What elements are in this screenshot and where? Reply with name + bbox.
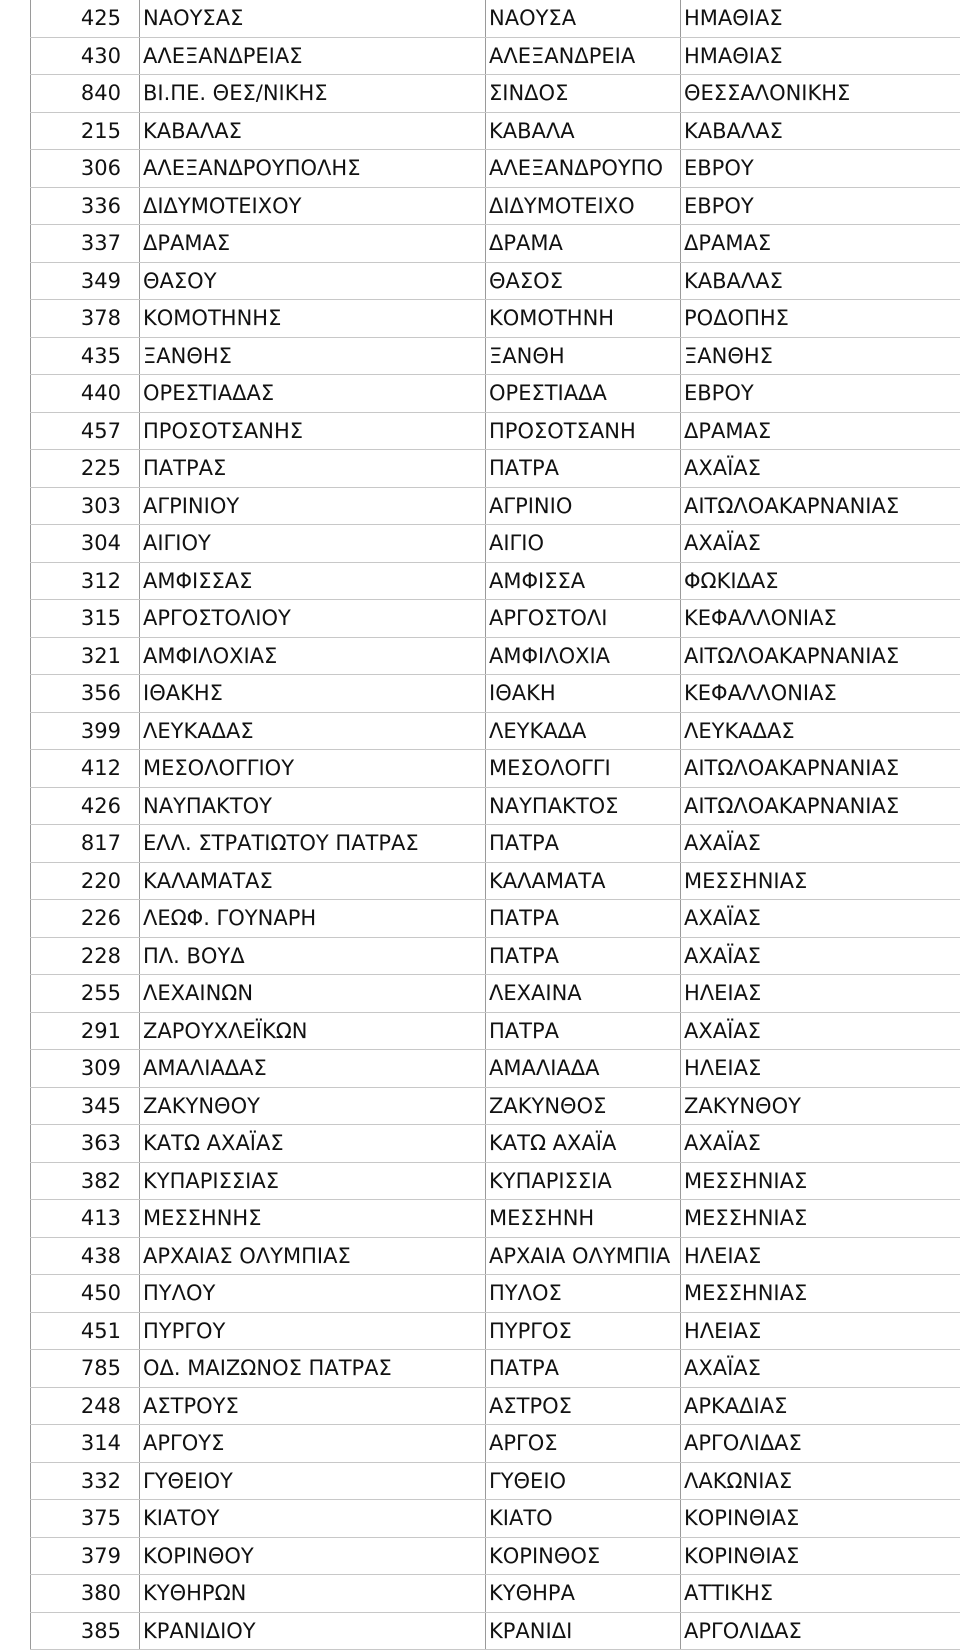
spreadsheet-sheet [30, 0, 960, 1650]
city-cell[interactable]: ΖΑΚΥΝΘΟΣ [486, 1087, 681, 1125]
table-row [31, 75, 960, 113]
branch-name-cell[interactable]: ΑΡΓΟΥΣ [140, 1425, 486, 1463]
branch-name-cell[interactable]: ΑΙΓΙΟΥ [140, 525, 486, 563]
city-cell[interactable]: ΑΛΕΞΑΝΔΡΟΥΠΟ [486, 150, 681, 188]
table-row [31, 1237, 960, 1275]
table-row [31, 1012, 960, 1050]
branch-code-cell[interactable]: 382 [31, 1162, 140, 1200]
city-cell[interactable]: ΘΑΣΟΣ [486, 262, 681, 300]
prefecture-cell[interactable]: ΑΤΤΙΚΗΣ [681, 1575, 960, 1613]
prefecture-cell[interactable]: ΚΟΡΙΝΘΙΑΣ [681, 1537, 960, 1575]
branch-name-cell[interactable]: ΠΥΛΟΥ [140, 1275, 486, 1313]
prefecture-cell[interactable]: ΜΕΣΣΗΝΙΑΣ [681, 862, 960, 900]
branch-code-cell[interactable]: 379 [31, 1537, 140, 1575]
branch-code-cell[interactable]: 303 [31, 487, 140, 525]
city-cell[interactable]: ΠΑΤΡΑ [486, 937, 681, 975]
city-cell[interactable]: ΑΛΕΞΑΝΔΡΕΙΑ [486, 37, 681, 75]
table-row [31, 0, 960, 37]
branch-name-cell[interactable]: ΚΑΛΑΜΑΤΑΣ [140, 862, 486, 900]
prefecture-cell[interactable]: ΘΕΣΣΑΛΟΝΙΚΗΣ [681, 75, 960, 113]
branch-name-cell[interactable]: ΠΑΤΡΑΣ [140, 450, 486, 488]
branch-code-cell[interactable]: 399 [31, 712, 140, 750]
branch-code-cell[interactable]: 336 [31, 187, 140, 225]
branch-code-cell[interactable]: 248 [31, 1387, 140, 1425]
branch-code-cell[interactable]: 378 [31, 300, 140, 338]
prefecture-cell[interactable]: ΜΕΣΣΗΝΙΑΣ [681, 1200, 960, 1238]
branch-name-cell[interactable]: ΠΡΟΣΟΤΣΑΝΗΣ [140, 412, 486, 450]
branch-name-cell[interactable]: ΝΑΟΥΣΑΣ [140, 0, 486, 37]
branch-name-cell[interactable]: ΖΑΡΟΥΧΛΕΪΚΩΝ [140, 1012, 486, 1050]
prefecture-cell[interactable]: ΖΑΚΥΝΘΟΥ [681, 1087, 960, 1125]
branch-code-cell[interactable]: 225 [31, 450, 140, 488]
city-cell[interactable]: ΔΡΑΜΑ [486, 225, 681, 263]
city-cell[interactable]: ΚΟΜΟΤΗΝΗ [486, 300, 681, 338]
prefecture-cell[interactable]: ΕΒΡΟΥ [681, 150, 960, 188]
branch-code-cell[interactable]: 215 [31, 112, 140, 150]
branch-name-cell[interactable]: ΜΕΣΟΛΟΓΓΙΟΥ [140, 750, 486, 788]
city-cell[interactable]: ΜΕΣΟΛΟΓΓΙ [486, 750, 681, 788]
branch-code-cell[interactable]: 375 [31, 1500, 140, 1538]
branch-code-cell[interactable]: 312 [31, 562, 140, 600]
branch-name-cell[interactable]: ΚΥΘΗΡΩΝ [140, 1575, 486, 1613]
city-cell[interactable]: ΠΑΤΡΑ [486, 900, 681, 938]
table-row [31, 1200, 960, 1238]
prefecture-cell[interactable]: ΛΕΥΚΑΔΑΣ [681, 712, 960, 750]
table-row [31, 1312, 960, 1350]
table-row [31, 750, 960, 788]
table-row [31, 975, 960, 1013]
branch-code-cell[interactable]: 412 [31, 750, 140, 788]
prefecture-cell[interactable]: ΛΑΚΩΝΙΑΣ [681, 1462, 960, 1500]
branch-code-cell[interactable]: 817 [31, 825, 140, 863]
city-cell[interactable]: ΚΥΘΗΡΑ [486, 1575, 681, 1613]
table-row [31, 1050, 960, 1088]
table-row [31, 262, 960, 300]
branch-code-cell[interactable]: 413 [31, 1200, 140, 1238]
branch-code-cell[interactable]: 315 [31, 600, 140, 638]
table-row [31, 487, 960, 525]
table-row [31, 1087, 960, 1125]
prefecture-cell[interactable]: ΜΕΣΣΗΝΙΑΣ [681, 1275, 960, 1313]
city-cell[interactable]: ΠΡΟΣΟΤΣΑΝΗ [486, 412, 681, 450]
table-row [31, 1612, 960, 1650]
branch-name-cell[interactable]: ΛΕΩΦ. ΓΟΥΝΑΡΗ [140, 900, 486, 938]
city-cell[interactable]: ΚΑΛΑΜΑΤΑ [486, 862, 681, 900]
prefecture-cell[interactable]: ΑΧΑΪΑΣ [681, 937, 960, 975]
table-row [31, 1425, 960, 1463]
branch-name-cell[interactable]: ΑΓΡΙΝΙΟΥ [140, 487, 486, 525]
branch-name-cell[interactable]: ΚΙΑΤΟΥ [140, 1500, 486, 1538]
prefecture-cell[interactable]: ΑΙΤΩΛΟΑΚΑΡΝΑΝΙΑΣ [681, 637, 960, 675]
city-cell[interactable]: ΑΣΤΡΟΣ [486, 1387, 681, 1425]
city-cell[interactable]: ΚΡΑΝΙΔΙ [486, 1612, 681, 1650]
prefecture-cell[interactable]: ΑΡΓΟΛΙΔΑΣ [681, 1612, 960, 1650]
city-cell[interactable]: ΞΑΝΘΗ [486, 337, 681, 375]
table-row [31, 375, 960, 413]
prefecture-cell[interactable]: ΑΧΑΪΑΣ [681, 825, 960, 863]
branch-code-cell[interactable]: 255 [31, 975, 140, 1013]
prefecture-cell[interactable]: ΚΟΡΙΝΘΙΑΣ [681, 1500, 960, 1538]
prefecture-cell[interactable]: ΗΛΕΙΑΣ [681, 1050, 960, 1088]
branch-code-cell[interactable]: 425 [31, 0, 140, 37]
prefecture-cell[interactable]: ΚΑΒΑΛΑΣ [681, 262, 960, 300]
branch-name-cell[interactable]: ΚΟΜΟΤΗΝΗΣ [140, 300, 486, 338]
table-row [31, 675, 960, 713]
branch-name-cell[interactable]: ΙΘΑΚΗΣ [140, 675, 486, 713]
branch-code-cell[interactable]: 226 [31, 900, 140, 938]
prefecture-cell[interactable]: ΡΟΔΟΠΗΣ [681, 300, 960, 338]
branch-name-cell[interactable]: ΚΡΑΝΙΔΙΟΥ [140, 1612, 486, 1650]
prefecture-cell[interactable]: ΑΧΑΪΑΣ [681, 1125, 960, 1163]
table-row [31, 1125, 960, 1163]
table-row [31, 1387, 960, 1425]
branch-code-cell[interactable]: 438 [31, 1237, 140, 1275]
branch-name-cell[interactable]: ΖΑΚΥΝΘΟΥ [140, 1087, 486, 1125]
branch-code-cell[interactable]: 321 [31, 637, 140, 675]
prefecture-cell[interactable]: ΗΛΕΙΑΣ [681, 1237, 960, 1275]
city-cell[interactable]: ΛΕΧΑΙΝΑ [486, 975, 681, 1013]
prefecture-cell[interactable]: ΑΧΑΪΑΣ [681, 525, 960, 563]
branch-code-cell[interactable]: 304 [31, 525, 140, 563]
branch-code-cell[interactable]: 440 [31, 375, 140, 413]
branch-name-cell[interactable]: ΚΥΠΑΡΙΣΣΙΑΣ [140, 1162, 486, 1200]
branch-name-cell[interactable]: ΑΣΤΡΟΥΣ [140, 1387, 486, 1425]
branch-name-cell[interactable]: ΑΛΕΞΑΝΔΡΕΙΑΣ [140, 37, 486, 75]
prefecture-cell[interactable]: ΕΒΡΟΥ [681, 375, 960, 413]
branch-name-cell[interactable]: ΚΑΤΩ ΑΧΑΪΑΣ [140, 1125, 486, 1163]
prefecture-cell[interactable]: ΑΡΓΟΛΙΔΑΣ [681, 1425, 960, 1463]
city-cell[interactable]: ΑΜΦΙΛΟΧΙΑ [486, 637, 681, 675]
table-row [31, 787, 960, 825]
branch-name-cell[interactable]: ΔΙΔΥΜΟΤΕΙΧΟΥ [140, 187, 486, 225]
branch-name-cell[interactable]: ΑΡΧΑΙΑΣ ΟΛΥΜΠΙΑΣ [140, 1237, 486, 1275]
prefecture-cell[interactable]: ΗΛΕΙΑΣ [681, 975, 960, 1013]
table-row [31, 825, 960, 863]
city-cell[interactable]: ΔΙΔΥΜΟΤΕΙΧΟ [486, 187, 681, 225]
prefecture-cell[interactable]: ΕΒΡΟΥ [681, 187, 960, 225]
table-row [31, 600, 960, 638]
prefecture-cell[interactable]: ΞΑΝΘΗΣ [681, 337, 960, 375]
branch-name-cell[interactable]: ΓΥΘΕΙΟΥ [140, 1462, 486, 1500]
branch-name-cell[interactable]: ΘΑΣΟΥ [140, 262, 486, 300]
city-cell[interactable]: ΝΑΟΥΣΑ [486, 0, 681, 37]
branch-name-cell[interactable]: ΑΜΦΙΛΟΧΙΑΣ [140, 637, 486, 675]
table-row [31, 300, 960, 338]
city-cell[interactable]: ΣΙΝΔΟΣ [486, 75, 681, 113]
table-row [31, 150, 960, 188]
table-row [31, 712, 960, 750]
branch-code-cell[interactable]: 840 [31, 75, 140, 113]
branch-name-cell[interactable]: ΑΜΑΛΙΑΔΑΣ [140, 1050, 486, 1088]
city-cell[interactable]: ΠΥΛΟΣ [486, 1275, 681, 1313]
city-cell[interactable]: ΚΥΠΑΡΙΣΣΙΑ [486, 1162, 681, 1200]
prefecture-cell[interactable]: ΑΙΤΩΛΟΑΚΑΡΝΑΝΙΑΣ [681, 487, 960, 525]
branch-code-cell[interactable]: 291 [31, 1012, 140, 1050]
prefecture-cell[interactable]: ΗΛΕΙΑΣ [681, 1312, 960, 1350]
prefecture-cell[interactable]: ΔΡΑΜΑΣ [681, 225, 960, 263]
branch-code-cell[interactable]: 345 [31, 1087, 140, 1125]
prefecture-cell[interactable]: ΑΧΑΪΑΣ [681, 1350, 960, 1388]
prefecture-cell[interactable]: ΚΕΦΑΛΛΟΝΙΑΣ [681, 675, 960, 713]
branch-code-cell[interactable]: 220 [31, 862, 140, 900]
branch-name-cell[interactable]: ΑΡΓΟΣΤΟΛΙΟΥ [140, 600, 486, 638]
branch-name-cell[interactable]: ΑΛΕΞΑΝΔΡΟΥΠΟΛΗΣ [140, 150, 486, 188]
table-row [31, 562, 960, 600]
branch-name-cell[interactable]: ΛΕΥΚΑΔΑΣ [140, 712, 486, 750]
branch-name-cell[interactable]: ΞΑΝΘΗΣ [140, 337, 486, 375]
branch-code-cell[interactable]: 426 [31, 787, 140, 825]
branch-code-cell[interactable]: 363 [31, 1125, 140, 1163]
table-row [31, 412, 960, 450]
table-row [31, 1162, 960, 1200]
table-row [31, 1500, 960, 1538]
city-cell[interactable]: ΠΑΤΡΑ [486, 450, 681, 488]
city-cell[interactable]: ΠΥΡΓΟΣ [486, 1312, 681, 1350]
branch-code-cell[interactable]: 435 [31, 337, 140, 375]
city-cell[interactable]: ΑΡΧΑΙΑ ΟΛΥΜΠΙΑ [486, 1237, 681, 1275]
branch-code-cell[interactable]: 356 [31, 675, 140, 713]
branch-code-cell[interactable]: 430 [31, 37, 140, 75]
table-row [31, 1537, 960, 1575]
branch-name-cell[interactable]: ΠΛ. ΒΟΥΔ [140, 937, 486, 975]
branch-table [30, 0, 960, 1650]
branch-code-cell[interactable]: 457 [31, 412, 140, 450]
table-row [31, 112, 960, 150]
city-cell[interactable]: ΠΑΤΡΑ [486, 1012, 681, 1050]
branch-code-cell[interactable]: 349 [31, 262, 140, 300]
city-cell[interactable]: ΑΓΡΙΝΙΟ [486, 487, 681, 525]
city-cell[interactable]: ΝΑΥΠΑΚΤΟΣ [486, 787, 681, 825]
branch-code-cell[interactable]: 451 [31, 1312, 140, 1350]
prefecture-cell[interactable]: ΑΧΑΪΑΣ [681, 450, 960, 488]
table-row [31, 637, 960, 675]
city-cell[interactable]: ΠΑΤΡΑ [486, 825, 681, 863]
table-row [31, 37, 960, 75]
city-cell[interactable]: ΚΙΑΤΟ [486, 1500, 681, 1538]
city-cell[interactable]: ΛΕΥΚΑΔΑ [486, 712, 681, 750]
city-cell[interactable]: ΑΡΓΟΣΤΟΛΙ [486, 600, 681, 638]
prefecture-cell[interactable]: ΔΡΑΜΑΣ [681, 412, 960, 450]
table-row [31, 187, 960, 225]
branch-name-cell[interactable]: ΝΑΥΠΑΚΤΟΥ [140, 787, 486, 825]
branch-name-cell[interactable]: ΠΥΡΓΟΥ [140, 1312, 486, 1350]
branch-code-cell[interactable]: 385 [31, 1612, 140, 1650]
branch-table-body [31, 0, 960, 1650]
city-cell[interactable]: ΜΕΣΣΗΝΗ [486, 1200, 681, 1238]
city-cell[interactable]: ΠΑΤΡΑ [486, 1350, 681, 1388]
table-row [31, 225, 960, 263]
table-row [31, 900, 960, 938]
table-row [31, 1462, 960, 1500]
branch-name-cell[interactable]: ΜΕΣΣΗΝΗΣ [140, 1200, 486, 1238]
city-cell[interactable]: ΚΑΒΑΛΑ [486, 112, 681, 150]
branch-code-cell[interactable]: 306 [31, 150, 140, 188]
branch-name-cell[interactable]: ΛΕΧΑΙΝΩΝ [140, 975, 486, 1013]
prefecture-cell[interactable]: ΑΙΤΩΛΟΑΚΑΡΝΑΝΙΑΣ [681, 750, 960, 788]
branch-name-cell[interactable]: ΟΡΕΣΤΙΑΔΑΣ [140, 375, 486, 413]
branch-name-cell[interactable]: ΑΜΦΙΣΣΑΣ [140, 562, 486, 600]
prefecture-cell[interactable]: ΗΜΑΘΙΑΣ [681, 0, 960, 37]
prefecture-cell[interactable]: ΗΜΑΘΙΑΣ [681, 37, 960, 75]
branch-name-cell[interactable]: ΒΙ.ΠΕ. ΘΕΣ/ΝΙΚΗΣ [140, 75, 486, 113]
prefecture-cell[interactable]: ΑΧΑΪΑΣ [681, 1012, 960, 1050]
prefecture-cell[interactable]: ΦΩΚΙΔΑΣ [681, 562, 960, 600]
table-row [31, 337, 960, 375]
branch-code-cell[interactable]: 380 [31, 1575, 140, 1613]
city-cell[interactable]: ΑΡΓΟΣ [486, 1425, 681, 1463]
branch-code-cell[interactable]: 450 [31, 1275, 140, 1313]
prefecture-cell[interactable]: ΑΡΚΑΔΙΑΣ [681, 1387, 960, 1425]
prefecture-cell[interactable]: ΑΧΑΪΑΣ [681, 900, 960, 938]
branch-code-cell[interactable]: 785 [31, 1350, 140, 1388]
table-row [31, 525, 960, 563]
branch-code-cell[interactable]: 309 [31, 1050, 140, 1088]
table-row [31, 937, 960, 975]
branch-code-cell[interactable]: 337 [31, 225, 140, 263]
city-cell[interactable]: ΑΜΦΙΣΣΑ [486, 562, 681, 600]
branch-name-cell[interactable]: ΟΔ. ΜΑΙΖΩΝΟΣ ΠΑΤΡΑΣ [140, 1350, 486, 1388]
city-cell[interactable]: ΟΡΕΣΤΙΑΔΑ [486, 375, 681, 413]
table-row [31, 1350, 960, 1388]
table-row [31, 1275, 960, 1313]
city-cell[interactable]: ΚΑΤΩ ΑΧΑΪΑ [486, 1125, 681, 1163]
branch-name-cell[interactable]: ΕΛΛ. ΣΤΡΑΤΙΩΤΟΥ ΠΑΤΡΑΣ [140, 825, 486, 863]
branch-name-cell[interactable]: ΔΡΑΜΑΣ [140, 225, 486, 263]
table-row [31, 862, 960, 900]
city-cell[interactable]: ΓΥΘΕΙΟ [486, 1462, 681, 1500]
city-cell[interactable]: ΚΟΡΙΝΘΟΣ [486, 1537, 681, 1575]
branch-name-cell[interactable]: ΚΟΡΙΝΘΟΥ [140, 1537, 486, 1575]
branch-code-cell[interactable]: 314 [31, 1425, 140, 1463]
branch-code-cell[interactable]: 228 [31, 937, 140, 975]
city-cell[interactable]: ΑΜΑΛΙΑΔΑ [486, 1050, 681, 1088]
city-cell[interactable]: ΑΙΓΙΟ [486, 525, 681, 563]
table-row [31, 450, 960, 488]
table-row [31, 1575, 960, 1613]
branch-code-cell[interactable]: 332 [31, 1462, 140, 1500]
prefecture-cell[interactable]: ΜΕΣΣΗΝΙΑΣ [681, 1162, 960, 1200]
branch-name-cell[interactable]: ΚΑΒΑΛΑΣ [140, 112, 486, 150]
prefecture-cell[interactable]: ΚΕΦΑΛΛΟΝΙΑΣ [681, 600, 960, 638]
prefecture-cell[interactable]: ΚΑΒΑΛΑΣ [681, 112, 960, 150]
prefecture-cell[interactable]: ΑΙΤΩΛΟΑΚΑΡΝΑΝΙΑΣ [681, 787, 960, 825]
city-cell[interactable]: ΙΘΑΚΗ [486, 675, 681, 713]
